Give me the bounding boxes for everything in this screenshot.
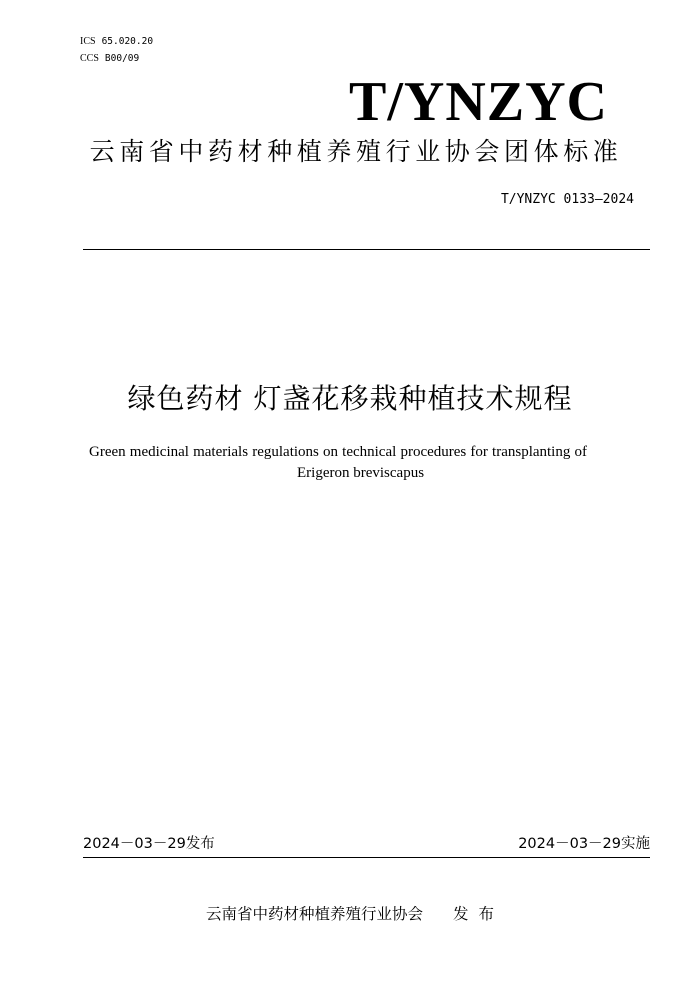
- issue-date-line: [83, 834, 215, 854]
- top-divider: [83, 249, 650, 250]
- ccs-value: B00/09: [104, 53, 140, 64]
- issue-date: 2024－03－29: [83, 836, 186, 852]
- organization-standard-title: 云南省中药材种植养殖行业协会团体标准: [89, 137, 623, 166]
- standard-number: T/YNZYC 0133—2024: [500, 192, 634, 207]
- ics-label: ICS: [80, 36, 96, 47]
- issue-label: 发布: [185, 836, 215, 852]
- implementation-label: 实施: [621, 836, 650, 852]
- ics-value: 65.020.20: [101, 36, 154, 47]
- ccs-classification: [80, 52, 139, 66]
- association-logo-text: T/YNZYC: [348, 71, 608, 133]
- document-title-english-line1: Green medicinal materials regulations on technical procedures for transplanting of: [89, 444, 587, 460]
- publisher-name: 云南省中药材种植养殖行业协会: [205, 905, 423, 923]
- publisher-line: [0, 903, 700, 925]
- ccs-label: CCS: [80, 53, 99, 64]
- implementation-date-line: [518, 834, 650, 854]
- publisher-action: 发布: [453, 905, 505, 923]
- document-title-english-line2: Erigeron breviscapus: [297, 465, 425, 481]
- implementation-date: 2024－03－29: [518, 836, 621, 852]
- bottom-divider: [83, 857, 650, 858]
- ics-classification: [80, 35, 153, 49]
- document-title-chinese: 绿色药材 灯盏花移栽种植技术规程: [127, 382, 573, 415]
